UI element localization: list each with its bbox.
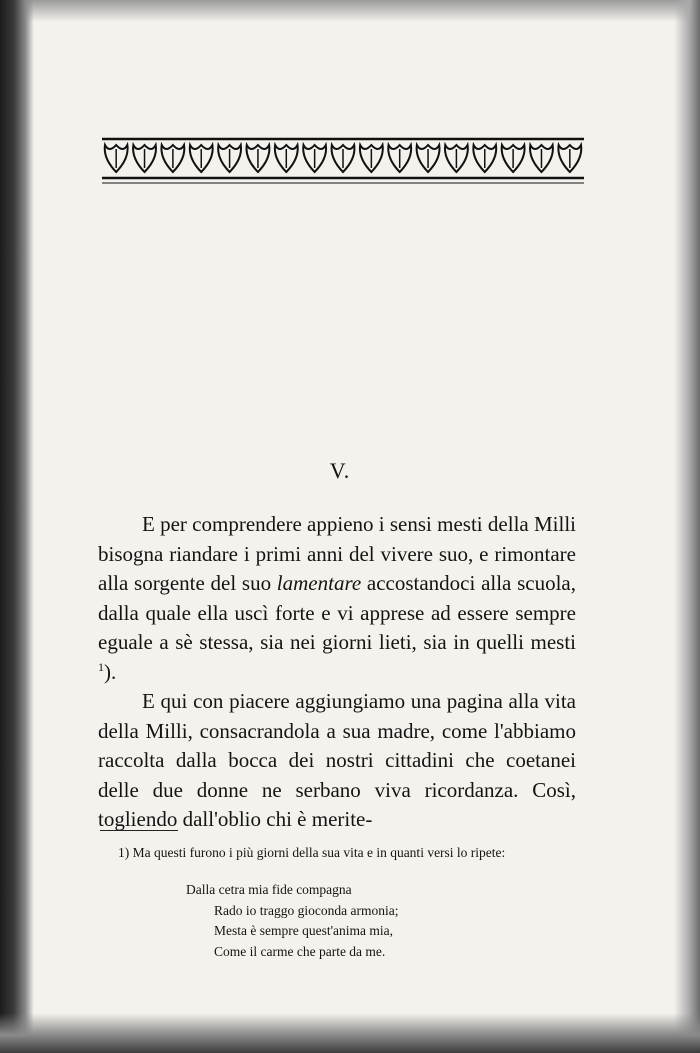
paragraph-1-text-after: accostandoci alla scuola, dalla quale ella uscì forte e vi apprese ad essere sempre eguale a sè stessa, sia nei giorni lieti, sia in quelli mesti xyxy=(98,571,576,654)
footnote xyxy=(98,843,578,863)
paragraph-1-closing: ). xyxy=(104,659,117,684)
page-edge-shadow-top xyxy=(0,0,700,22)
verse-line-1: Dalla cetra mia fide compagna xyxy=(186,882,352,897)
page-edge-shadow-right xyxy=(674,0,700,1053)
verse-line-4: Come il carme che parte da me. xyxy=(214,943,386,959)
verse-line-3: Mesta è sempre quest'anima mia, xyxy=(214,923,394,938)
footnote-reference: 1 xyxy=(98,659,104,674)
chapter-number: V. xyxy=(329,458,351,483)
footnote-text: 1) Ma questi furono i più giorni della sua vita e in quanti versi lo ripete: xyxy=(118,845,506,860)
ornamental-header-band xyxy=(102,136,584,186)
paragraph-1-text: E per comprendere appieno i sensi mesti della Milli bisogna riandare i primi anni del vivere suo, e rimontare alla sorgente del suo xyxy=(98,512,576,595)
paragraph-1 xyxy=(98,510,576,687)
paragraph-2: E qui con piacere aggiungiamo una pagina alla vita della Milli, consacrandola a sua madre, come l'abbiamo raccolta dalla bocca dei nostri cittadini che coetanei delle due donne ne serbano viva ricordanza. Così, togliendo dall'oblio chi è merite- xyxy=(98,689,576,831)
verse-line-2: Rado io traggo gioconda armonia; xyxy=(214,902,399,918)
body-text xyxy=(98,510,576,835)
page-edge-shadow-bottom xyxy=(0,1013,700,1053)
ornament-motifs xyxy=(105,145,582,172)
emphasis-lamentare: lamentare xyxy=(276,571,362,595)
page-edge-shadow-left xyxy=(0,0,34,1053)
footnote-verse xyxy=(186,880,398,962)
footnote-separator xyxy=(100,830,178,831)
